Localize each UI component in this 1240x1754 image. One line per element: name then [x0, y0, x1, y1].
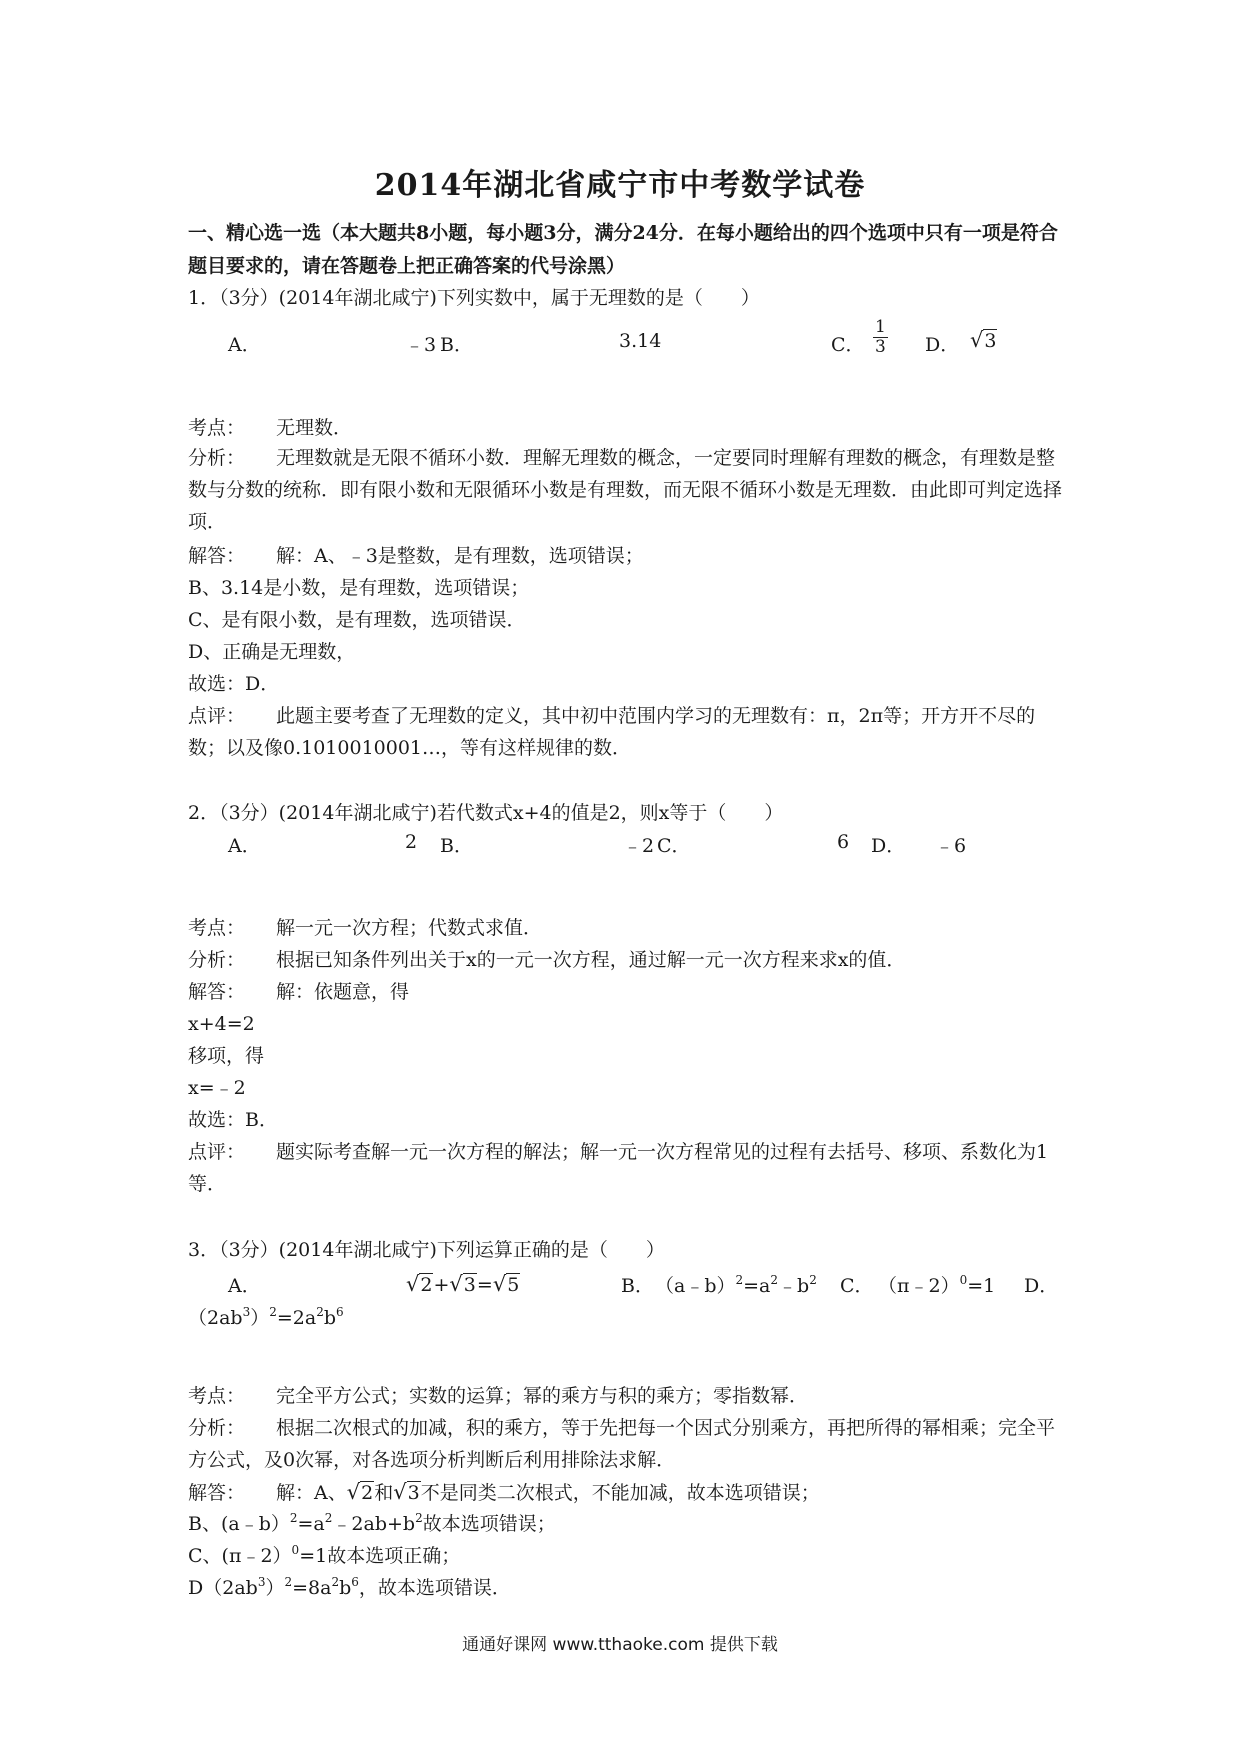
q3-jieda-3: C、 — [188, 1545, 222, 1567]
q1-option-b-value: 3.14 — [619, 330, 662, 352]
q1-kaodian — [188, 412, 1068, 444]
q2-jieda-1: 解：依题意，得 — [276, 981, 410, 1003]
q2-jieda-3: 移项，得 — [188, 1045, 265, 1067]
q2-jieda — [188, 976, 1068, 1008]
q3-fenxi-text: 根据二次根式的加减，积的乘方，等于先把每一个因式分别乘方，再把所得的幂相乘；完全平方公式，及0次幂，对各选项分析判断后利用排除法求解． — [188, 1417, 1056, 1471]
q1-option-c-label: C． — [831, 334, 865, 356]
q3-kaodian — [188, 1380, 1068, 1412]
q3-jieda-2-line: B、$(a﹣b)^2=a^2﹣2ab+b^2$故本选项错误； — [188, 1511, 556, 1535]
q1-jieda-4: D、正确是无理数， — [188, 641, 356, 663]
label-fenxi: 分析： — [188, 949, 246, 971]
q2-option-d-label: D． — [871, 835, 906, 857]
section-heading: 一、精心选一选（本大题共8小题，每小题3分，满分24分．在每小题给出的四个选项中只有一项是符合题目要求的，请在答题卷上把正确答案的代号涂黑） — [188, 222, 1058, 277]
label-dianping: 点评： — [188, 705, 246, 727]
q3-option-b-label: B． — [621, 1275, 654, 1297]
q3-jieda-4-line: $D(2ab^3)^2=8a^2b^6$，故本选项错误． — [188, 1575, 511, 1599]
label-jieda: 解答： — [188, 545, 246, 567]
q2-option-a-value: 2 — [405, 831, 418, 853]
q2-dianping — [188, 1136, 1068, 1200]
q3-jieda-3-line: C、(π﹣2）$^0$=1故本选项正确； — [188, 1543, 461, 1567]
q2-option-d-value: ﹣6 — [935, 835, 967, 857]
label-dianping: 点评： — [188, 1141, 246, 1163]
page-footer: 通通好课网 www.tthaoke.com 提供下载 — [462, 1635, 778, 1655]
q3-option-c-label: C． — [840, 1275, 874, 1297]
q2-jieda-2: x+4=2 — [188, 1013, 255, 1035]
q1-kaodian-text: 无理数． — [276, 417, 353, 439]
question-1-stem: 1．（3分）(2014年湖北咸宁)下列实数中，属于无理数的是（ ） — [188, 287, 760, 309]
q1-option-b-label: B． — [440, 334, 473, 356]
q2-option-c-label: C． — [657, 835, 691, 857]
radicand: 2 — [361, 1482, 374, 1504]
label-kaodian: 考点： — [188, 917, 246, 939]
q3-fenxi — [188, 1412, 1068, 1476]
label-jieda: 解答： — [188, 981, 246, 1003]
q3-jieda-1-post: 不是同类二次根式，不能加减，故本选项错误； — [420, 1482, 820, 1504]
q2-option-c-value: 6 — [837, 831, 850, 853]
q1-jieda-2: B、3.14是小数，是有理数，选项错误； — [188, 577, 530, 599]
q2-fenxi — [188, 944, 1068, 976]
q1-answer: 故选：D． — [188, 673, 280, 695]
q1-option-c-fraction — [873, 318, 888, 357]
q3-option-c-expr: （π﹣2）$^0$=1 — [878, 1273, 996, 1297]
q3-jieda-3-post: 故本选项正确； — [327, 1545, 461, 1567]
label-fenxi: 分析： — [188, 1417, 246, 1439]
fraction-numerator: 1 — [875, 317, 886, 337]
q2-answer: 故选：B． — [188, 1109, 278, 1131]
q3-jieda-2-post: 故本选项错误； — [422, 1513, 556, 1535]
q3-jieda-4: D — [188, 1577, 204, 1599]
q1-option-a-value: ﹣3 — [405, 334, 437, 356]
q3-jieda-1-pre: 解：A、 — [276, 1482, 347, 1504]
sqrt-sign-icon: √ — [970, 328, 984, 352]
q1-option-d-label: D． — [925, 334, 960, 356]
q2-jieda-4: x=﹣2 — [188, 1077, 246, 1099]
radicand: 5 — [507, 1274, 520, 1296]
q2-option-b-label: B． — [440, 835, 473, 857]
question-3-stem: 3．（3分）(2014年湖北咸宁)下列运算正确的是（ ） — [188, 1239, 665, 1261]
q3-option-b-expr: $(a﹣b)^2=a^2﹣b^2$ — [655, 1273, 817, 1297]
q3-option-a-label: A． — [228, 1275, 261, 1297]
radicand: 2 — [420, 1274, 433, 1296]
q1-jieda-1: 解：A、﹣3是整数，是有理数，选项错误； — [276, 545, 644, 567]
fraction-denominator: 3 — [875, 337, 886, 357]
q2-dianping-text: 题实际考查解一元一次方程的解法；解一元一次方程常见的过程有去括号、移项、系数化为1等． — [188, 1141, 1049, 1195]
q3-kaodian-text: 完全平方公式；实数的运算；幂的乘方与积的乘方；零指数幂． — [276, 1385, 809, 1407]
q3-jieda-4-post: ，故本选项错误． — [358, 1577, 511, 1599]
q2-fenxi-text: 根据已知条件列出关于x的一元一次方程，通过解一元一次方程来求x的值． — [276, 949, 906, 971]
radicand: 3 — [463, 1274, 476, 1296]
label-kaodian: 考点： — [188, 417, 246, 439]
q2-kaodian-text: 解一元一次方程；代数式求值． — [276, 917, 543, 939]
q1-jieda-3: C、是有限小数，是有理数，选项错误． — [188, 609, 526, 631]
q3-option-a-expr: √2+√3=√5 — [406, 1272, 520, 1296]
q1-fenxi-text: 无理数就是无限不循环小数．理解无理数的概念，一定要同时理解有理数的概念，有理数是整数与分数的统称．即有限小数和无限循环小数是有理数，而无限不循环小数是无理数．由此即可判定选择项． — [188, 447, 1063, 533]
q2-option-a-label: A． — [228, 835, 261, 857]
q2-option-b-value: ﹣2 — [623, 835, 655, 857]
q3-jieda: 解答： 解：A、√2和√3不是同类二次根式，不能加减，故本选项错误； — [188, 1476, 1068, 1509]
q3-jieda-1-mid: 和 — [374, 1482, 394, 1504]
label-fenxi: 分析： — [188, 447, 246, 469]
q1-jieda — [188, 540, 1068, 572]
q3-jieda-2: B、 — [188, 1513, 221, 1535]
q1-dianping-text: 此题主要考查了无理数的定义，其中初中范围内学习的无理数有：π，2π等；开方开不尽的数；以及像0.1010010001…，等有这样规律的数． — [188, 705, 1036, 759]
label-kaodian: 考点： — [188, 1385, 246, 1407]
q1-fenxi — [188, 442, 1068, 538]
q2-kaodian — [188, 912, 1068, 944]
q3-option-d-label: D． — [1024, 1275, 1059, 1297]
question-2-stem: 2．（3分）(2014年湖北咸宁)若代数式x+4的值是2，则x等于（ ） — [188, 802, 784, 824]
radicand: 3 — [407, 1482, 420, 1504]
q1-dianping — [188, 700, 1068, 764]
page-title: 2014年湖北省咸宁市中考数学试卷 — [374, 168, 866, 203]
label-jieda: 解答： — [188, 1482, 246, 1504]
q1-option-d-sqrt — [970, 328, 997, 352]
q3-option-d-expr: $(2ab^3)^2=2a^2b^6$ — [188, 1305, 344, 1329]
q1-option-a-label: A． — [228, 334, 261, 356]
radicand: 3 — [984, 330, 997, 352]
